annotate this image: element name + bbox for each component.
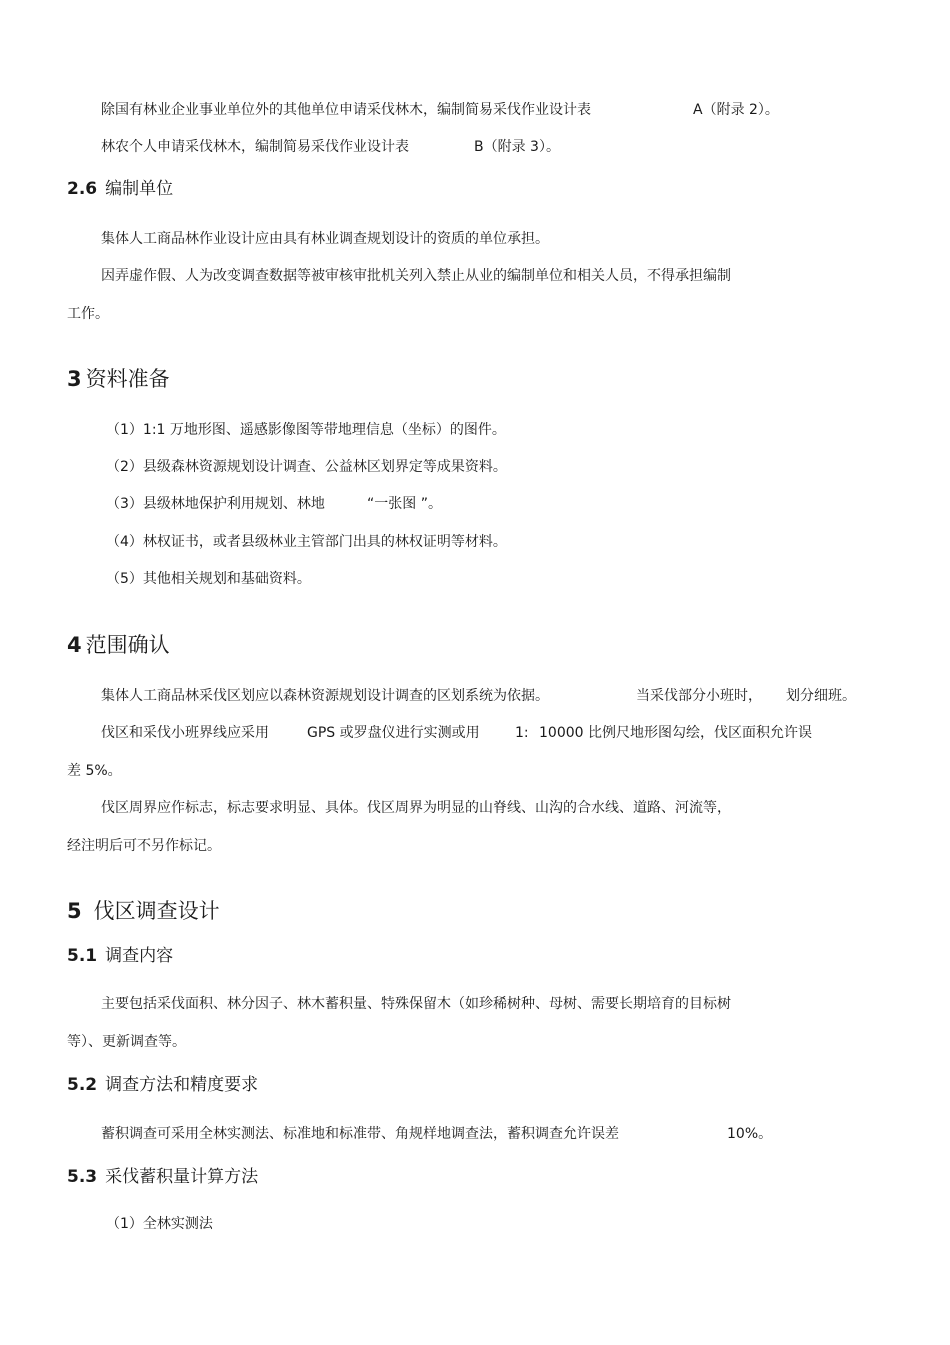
heading-number: 5.2: [67, 1075, 98, 1095]
heading-title: 范围确认: [85, 633, 170, 657]
list-item-continuation: “一张图 ”。: [367, 496, 442, 512]
section-heading-5-2: [67, 1074, 258, 1096]
heading-number: 5.1: [67, 946, 98, 966]
heading-number: 5.3: [67, 1167, 98, 1187]
list-item: （3）县级林地保护利用规划、林地: [106, 496, 325, 512]
section-heading-5: [67, 898, 220, 924]
heading-title: 采伐蓄积量计算方法: [105, 1167, 259, 1187]
paragraph-text: B（附录 3）。: [474, 139, 560, 155]
paragraph-text: 蓄积调查可采用全林实测法、标准地和标准带、角规样地调查法，蓄积调查允许误差: [101, 1126, 619, 1142]
paragraph-text: 1:: [515, 725, 529, 741]
paragraph-text: 除国有林业企业事业单位外的其他单位申请采伐林木，编制简易采伐作业设计表: [101, 102, 591, 118]
heading-title: 调查方法和精度要求: [105, 1075, 259, 1095]
paragraph-text: 林农个人申请采伐林木，编制简易采伐作业设计表: [101, 139, 409, 155]
paragraph-text: 等）、更新调查等。: [67, 1034, 186, 1050]
section-heading-5-3: [67, 1166, 258, 1188]
paragraph-text: 伐区和采伐小班界线应采用: [101, 725, 269, 741]
paragraph-text: 划分细班。: [786, 688, 856, 704]
list-item: （2）县级森林资源规划设计调查、公益林区划界定等成果资料。: [106, 459, 507, 475]
paragraph-text: A（附录 2）。: [693, 102, 779, 118]
paragraph-text: 集体人工商品林采伐区划应以森林资源规划设计调查的区划系统为依据。: [101, 688, 549, 704]
section-heading-4: [67, 632, 170, 658]
paragraph-text: 集体人工商品林作业设计应由具有林业调查规划设计的资质的单位承担。: [101, 231, 549, 247]
heading-title: 伐区调查设计: [93, 899, 220, 923]
paragraph-text: 经注明后可不另作标记。: [67, 838, 221, 854]
list-item: （5）其他相关规划和基础资料。: [106, 571, 311, 587]
paragraph-text: 工作。: [67, 306, 109, 322]
heading-title: 编制单位: [105, 179, 174, 199]
section-heading-3: [67, 366, 170, 392]
list-item: （1）1:1 万地形图、遥感影像图等带地理信息（坐标）的图件。: [106, 422, 506, 438]
section-heading-5-1: [67, 945, 173, 967]
list-item: （1）全林实测法: [106, 1216, 213, 1232]
heading-number: 2.6: [67, 179, 98, 199]
paragraph-text: 差 5%。: [67, 763, 122, 779]
heading-title: 调查内容: [105, 946, 174, 966]
heading-number: 3: [67, 367, 82, 391]
paragraph-text: 伐区周界应作标志，标志要求明显、具体。伐区周界为明显的山脊线、山沟的合水线、道路、河流等，: [101, 800, 731, 816]
paragraph-text: 因弄虚作假、人为改变调查数据等被审核审批机关列入禁止从业的编制单位和相关人员，不得承担编制: [101, 268, 731, 284]
heading-number: 5: [67, 899, 82, 923]
heading-title: 资料准备: [85, 367, 170, 391]
paragraph-text: 主要包括采伐面积、林分因子、林木蓄积量、特殊保留木（如珍稀树种、母树、需要长期培育的目标树: [101, 996, 731, 1012]
paragraph-text: 当采伐部分小班时，: [636, 688, 762, 704]
list-item: （4）林权证书，或者县级林业主管部门出具的林权证明等材料。: [106, 534, 507, 550]
paragraph-text: 10%。: [727, 1126, 773, 1142]
paragraph-text: GPS 或罗盘仪进行实测或用: [307, 725, 480, 741]
section-heading-2-6: [67, 178, 173, 200]
paragraph-text: 10000 比例尺地形图勾绘，伐区面积允许误: [539, 725, 812, 741]
heading-number: 4: [67, 633, 82, 657]
